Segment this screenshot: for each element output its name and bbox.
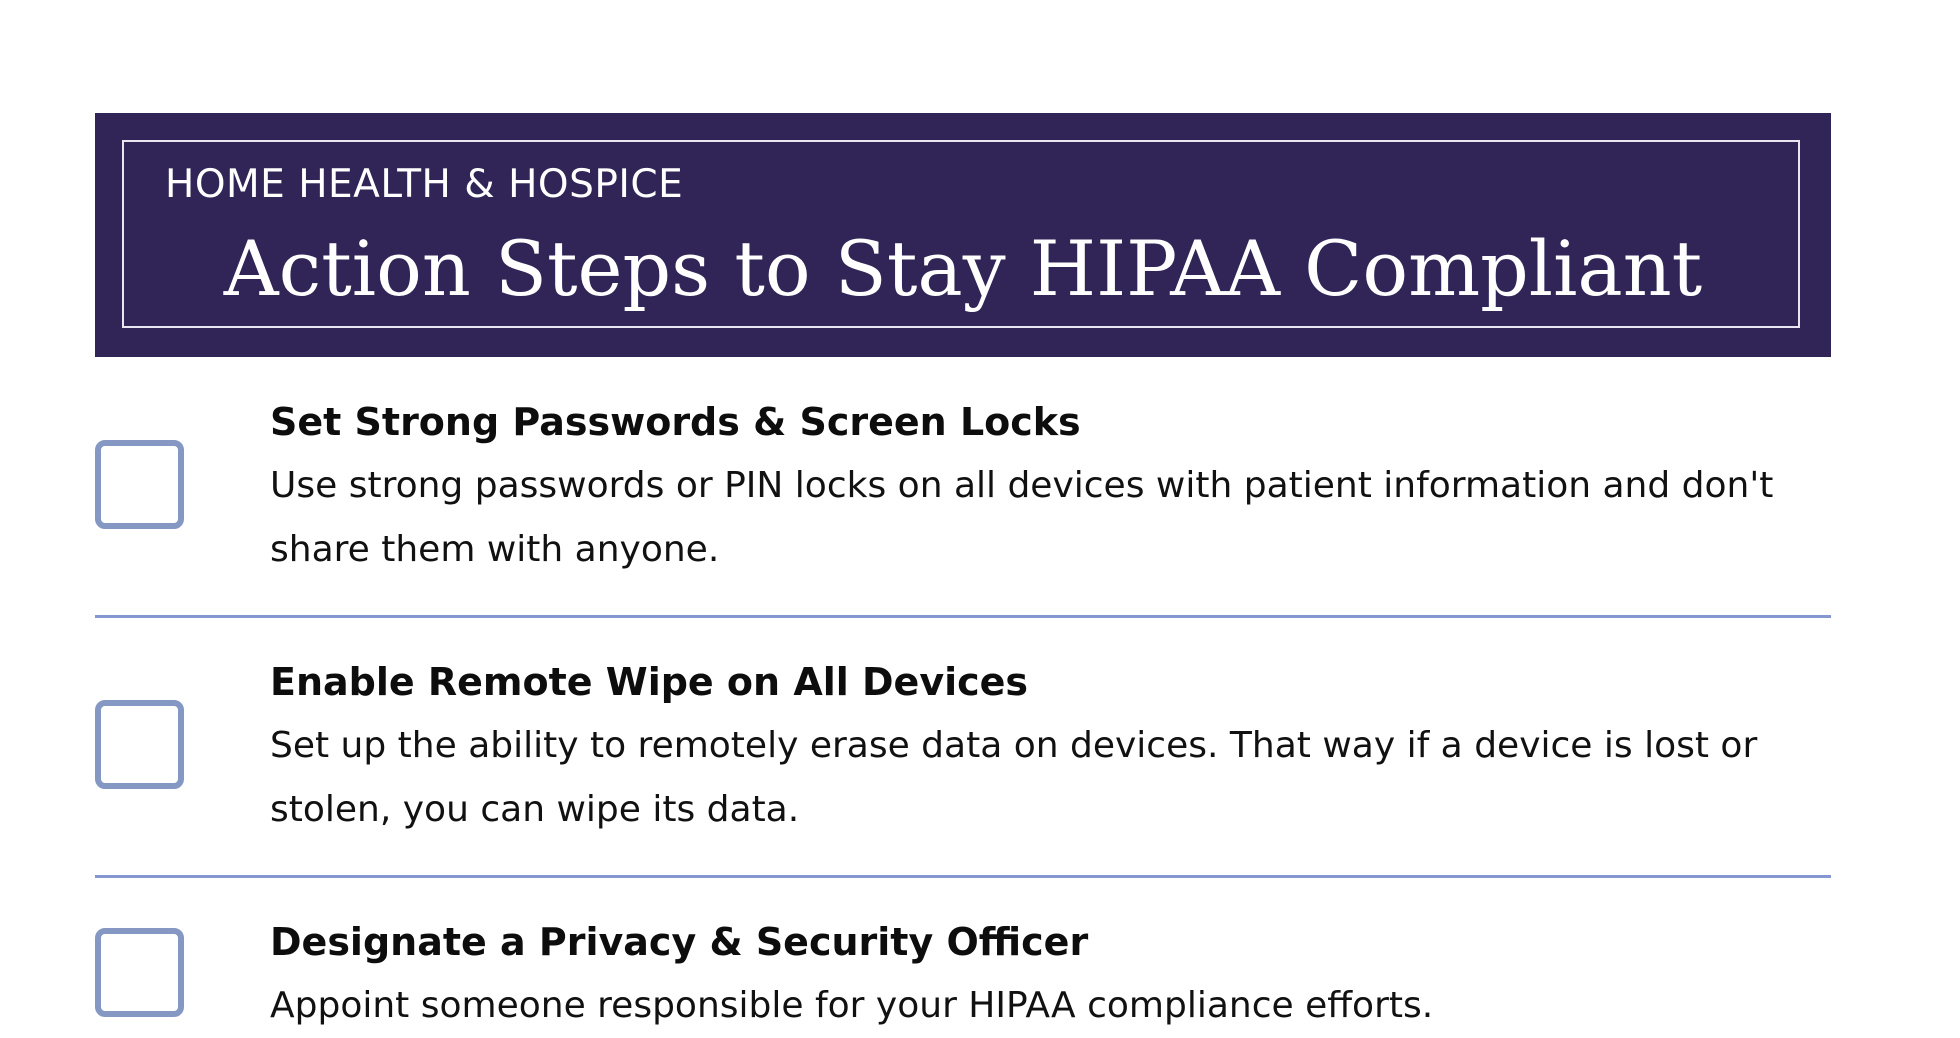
checklist-page: [95, 0, 1831, 1026]
item-description: Set up the ability to remotely erase data on devices. That way if a device is lost or stolen, you can wipe its data.: [270, 725, 1758, 830]
page-title: Action Steps to Stay HIPAA Compliant: [223, 224, 1703, 313]
item-description: Use strong passwords or PIN locks on all devices with patient information and don't share them with anyone.: [270, 465, 1774, 570]
item-title: Enable Remote Wipe on All Devices: [270, 660, 1029, 704]
item-checkbox[interactable]: [95, 928, 184, 1017]
item-description: Appoint someone responsible for your HIPAA compliance efforts.: [270, 985, 1434, 1026]
item-divider: [95, 875, 1831, 878]
item-checkbox[interactable]: [95, 700, 184, 789]
header-eyebrow: HOME HEALTH & HOSPICE: [165, 162, 684, 207]
item-checkbox[interactable]: [95, 440, 184, 529]
item-divider: [95, 615, 1831, 618]
item-title: Set Strong Passwords & Screen Locks: [270, 400, 1081, 444]
item-title: Designate a Privacy & Security Officer: [270, 920, 1089, 964]
